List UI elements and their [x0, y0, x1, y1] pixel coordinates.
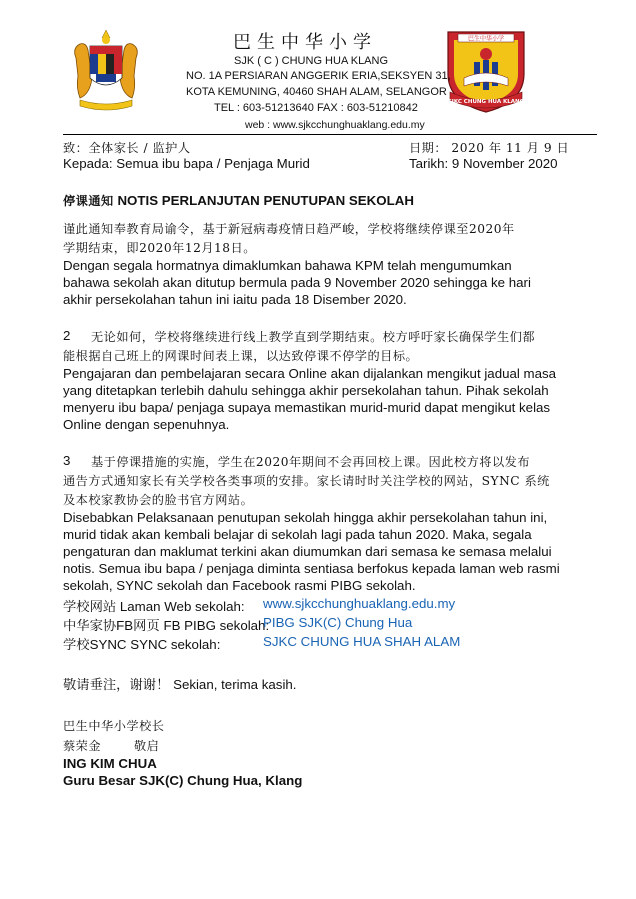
link-label-sync: 学校SYNC SYNC sekolah: — [63, 637, 221, 652]
phone-fax: TEL : 603-51213640 FAX : 603-51210842 — [214, 102, 418, 114]
para1-cn-line: 学期结束，即2020年12月18日。 — [63, 241, 256, 255]
para3-ms-line: murid tidak akan kembali belajar di sekolah lagi pada tahun 2020. Maka, segala — [63, 527, 532, 542]
svg-text:SJKC CHUNG HUA KLANG: SJKC CHUNG HUA KLANG — [447, 99, 525, 105]
date-malay: Tarikh: 9 November 2020 — [409, 156, 558, 171]
para1-ms-line: akhir persekolahan tahun ini iaitu pada 18 Disember 2020. — [63, 292, 407, 307]
link-sync[interactable]: SJKC CHUNG HUA SHAH ALAM — [263, 634, 461, 649]
school-name-chinese: 巴生中华小学 — [233, 32, 377, 53]
para2-ms-line: menyeru ibu bapa/ penjaga supaya memastikan murid-murid dapat mengikut kelas — [63, 400, 551, 415]
para3-number: 3 — [63, 453, 71, 468]
principal-name: ING KIM CHUA — [63, 756, 157, 771]
para2-ms-line: Online dengan sepenuhnya. — [63, 417, 230, 432]
recipient-chinese: 致：全体家长 / 监护人 — [63, 141, 191, 155]
para2-ms-line: Pengajaran dan pembelajaran secara Online akan dijalankan mengikut jadual masa — [63, 366, 557, 381]
letterhead-divider — [63, 134, 597, 135]
para3-ms-line: Disebabkan Pelaksanaan penutupan sekolah hingga akhir persekolahan tahun ini, — [63, 510, 548, 525]
date-chinese: 日期： 2020 年 11 月 9 日 — [409, 141, 570, 155]
para2-cn-line: 能根据自己班上的网课时间表上课，以达致停课不停学的目标。 — [63, 349, 419, 363]
para3-ms-line: sekolah, SYNC sekolah dan Facebook rasmi PIBG sekolah. — [63, 578, 416, 593]
para2-number: 2 — [63, 328, 71, 343]
link-label-website: 学校网站 Laman Web sekolah: — [63, 599, 245, 614]
svg-text:巴生中华小学: 巴生中华小学 — [467, 35, 505, 43]
malaysia-coat-of-arms-emblem — [70, 28, 142, 112]
school-crest-emblem — [444, 28, 528, 114]
para2-ms-line: yang ditetapkan terlebih dahulu sehingga akhir persekolahan tahun. Pihak sekolah — [63, 383, 549, 398]
para1-ms-line: bahawa sekolah akan ditutup bermula pada 9 November 2020 sehingga ke hari — [63, 275, 531, 290]
address-line-1: NO. 1A PERSIARAN ANGGERIK ERIA,SEKSYEN 31, — [186, 70, 451, 82]
para3-cn-line: 基于停课措施的实施，学生在2020年期间不会再回校上课。因此校方将以发布 — [91, 455, 531, 469]
school-name-english: SJK ( C ) CHUNG HUA KLANG — [234, 55, 389, 67]
link-label-fb: 中华家协FB网页 FB PIBG sekolah: — [63, 618, 270, 633]
principal-title: Guru Besar SJK(C) Chung Hua, Klang — [63, 773, 303, 788]
para1-ms-line: Dengan segala hormatnya dimaklumkan bahawa KPM telah mengumumkan — [63, 258, 512, 273]
subject-chinese: 停课通知 — [63, 194, 114, 208]
link-school-website[interactable]: www.sjkcchunghuaklang.edu.my — [263, 596, 456, 611]
para2-cn-line: 无论如何，学校将继续进行线上教学直到学期结束。校方呼吁家长确保学生们都 — [91, 330, 536, 344]
subject-malay: NOTIS PERLANJUTAN PENUTUPAN SEKOLAH — [117, 193, 414, 208]
respect-closing: 敬启 — [134, 739, 160, 753]
principal-name-chinese: 蔡荣金 — [63, 739, 102, 753]
para3-ms-line: notis. Semua ibu bapa / penjaga diminta sentiasa berfokus kepada laman web rasmi — [63, 561, 560, 576]
para3-cn-line: 及本校家教协会的脸书官方网站。 — [63, 493, 254, 507]
letterhead-website[interactable]: web : www.sjkcchunghuaklang.edu.my — [245, 119, 425, 131]
recipient-malay: Kepada: Semua ibu bapa / Penjaga Murid — [63, 156, 310, 171]
address-line-2: KOTA KEMUNING, 40460 SHAH ALAM, SELANGOR — [186, 86, 447, 98]
para3-ms-line: pengaturan dan maklumat terkini akan diumumkan dari semasa ke semasa melalui — [63, 544, 552, 559]
subject-heading — [63, 192, 414, 209]
para3-cn-line: 通告方式通知家长有关学校各类事项的安排。家长请时时关注学校的网站，SYNC 系统 — [63, 474, 550, 488]
principal-title-chinese: 巴生中华小学校长 — [63, 719, 165, 733]
closing-text: 敬请垂注，谢谢！ Sekian, terima kasih. — [63, 677, 297, 692]
para1-cn-line: 谨此通知奉教育局谕令，基于新冠病毒疫情日趋严峻，学校将继续停课至2020年 — [63, 222, 515, 236]
link-fb-pibg[interactable]: PIBG SJK(C) Chung Hua — [263, 615, 413, 630]
